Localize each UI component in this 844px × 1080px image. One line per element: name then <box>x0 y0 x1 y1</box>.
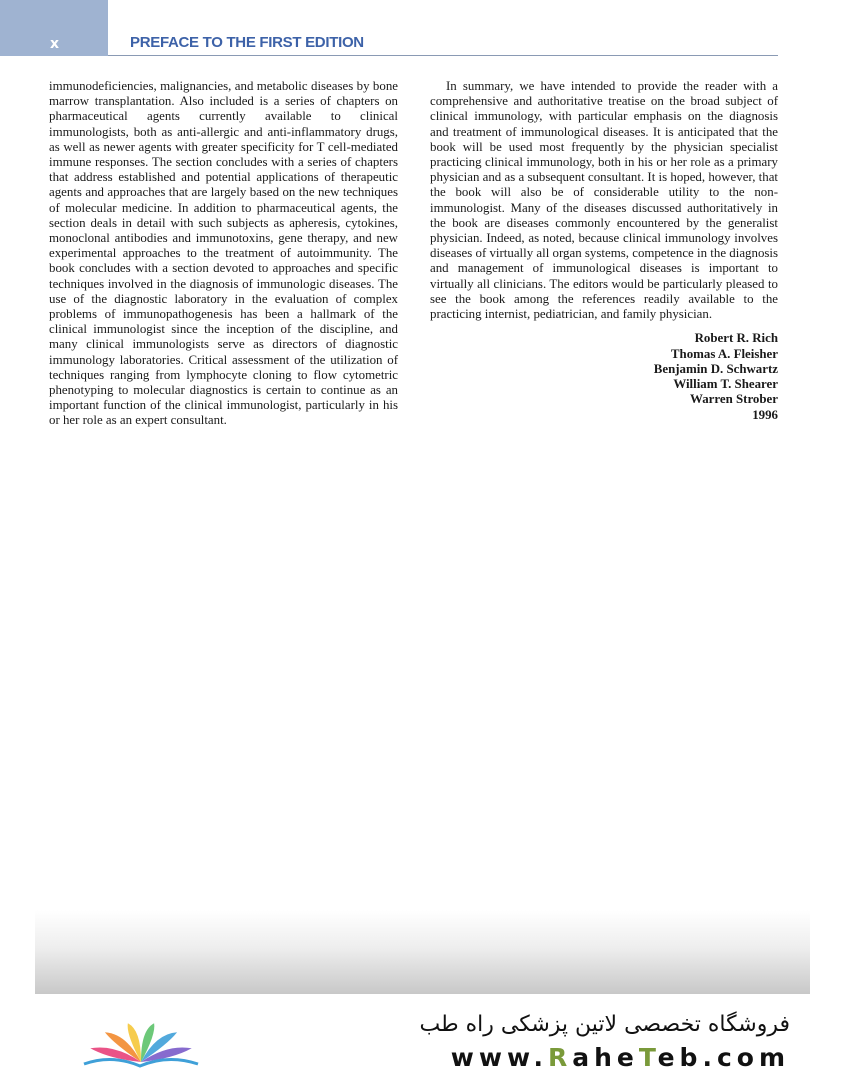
right-column <box>430 79 778 423</box>
editor-name: William T. Shearer <box>673 377 778 392</box>
editor-name: Benjamin D. Schwartz <box>653 361 778 376</box>
url-suffix: .com <box>702 1043 790 1072</box>
header-rule <box>108 55 778 56</box>
page-number-tab <box>0 0 108 56</box>
url-ahe: ahe <box>572 1043 639 1072</box>
editor-name: Robert R. Rich <box>694 331 778 346</box>
shop-url[interactable] <box>451 1043 790 1072</box>
editor-name: Thomas A. Fleisher <box>670 346 778 361</box>
book-logo-icon <box>76 1008 206 1070</box>
right-paragraph: In summary, we have intended to provide the reader with a comprehensive and authoritative treatise on the broad subject of clinical immunology, with particular emphasis on the diagnosis and treatment of immunological diseases. It is anticipated that the book will be used most frequently by the physician specialist practicing clinical immunology, both in his or her role as a primary physician and as a subsequent consultant. It is hoped, however, that the book will also be of considerable utility to the non-immunologist. Many of the diseases discussed authoritatively in the book are diseases commonly encountered by the generalist physician. Indeed, as noted, because clinical immunology involves diseases of virtually all organ systems, competence in the diagnosis and management of immunological diseases is important to virtually all clinicians. The editors would be particularly pleased to see the book among the references readily available to the practicing internist, pediatrician, and family physician. <box>430 79 778 322</box>
url-letter-t: T <box>638 1043 658 1072</box>
signature-block <box>430 331 778 423</box>
url-letter-r: R <box>547 1043 573 1072</box>
footer-fade <box>35 910 810 994</box>
page-number: x <box>50 36 60 52</box>
url-eb: eb <box>657 1043 703 1072</box>
url-prefix: www. <box>450 1043 548 1072</box>
left-paragraph: immunodeficiencies, malignancies, and metabolic diseases by bone marrow transplantation. Also included is a series of chapters on pharmaceutical agents currently available to clinical immunologists, both as anti-allergic and anti-inflammatory drugs, as well as newer agents with greater specificity for T cell-mediated immune responses. The section concludes with a series of chapters that address established and potential applications of therapeutic agents and approaches that are largely based on the new techniques of molecular medicine. In addition to pharmaceutical agents, the section deals in detail with such subjects as apheresis, cytokines, monoclonal antibodies and immunotoxins, gene therapy, and new experimental approaches to the treatment of autoimmunity. The book concludes with a section devoted to approaches and specific techniques involved in the diagnosis of immunologic diseases. The use of the diagnostic laboratory in the evaluation of complex problems of immunopathogenesis has been a hallmark of the clinical immunologist since the inception of the discipline, and many clinical immunologists serve as directors of diagnostic immunology laboratories. Critical assessment of the utilization of techniques ranging from lymphocyte cloning to flow cytometric phenotyping to molecular diagnostics is certain to continue as an important function of the clinical immunologist, particularly in his or her role as an expert consultant. <box>49 79 398 428</box>
left-column <box>49 79 398 429</box>
running-title: PREFACE TO THE FIRST EDITION <box>130 34 364 51</box>
logo-petals <box>90 1023 191 1062</box>
signature-year: 1996 <box>752 407 778 422</box>
editor-name: Warren Strober <box>690 392 778 407</box>
shop-title: فروشگاه تخصصی لاتین پزشکی راه طب <box>419 1012 790 1037</box>
